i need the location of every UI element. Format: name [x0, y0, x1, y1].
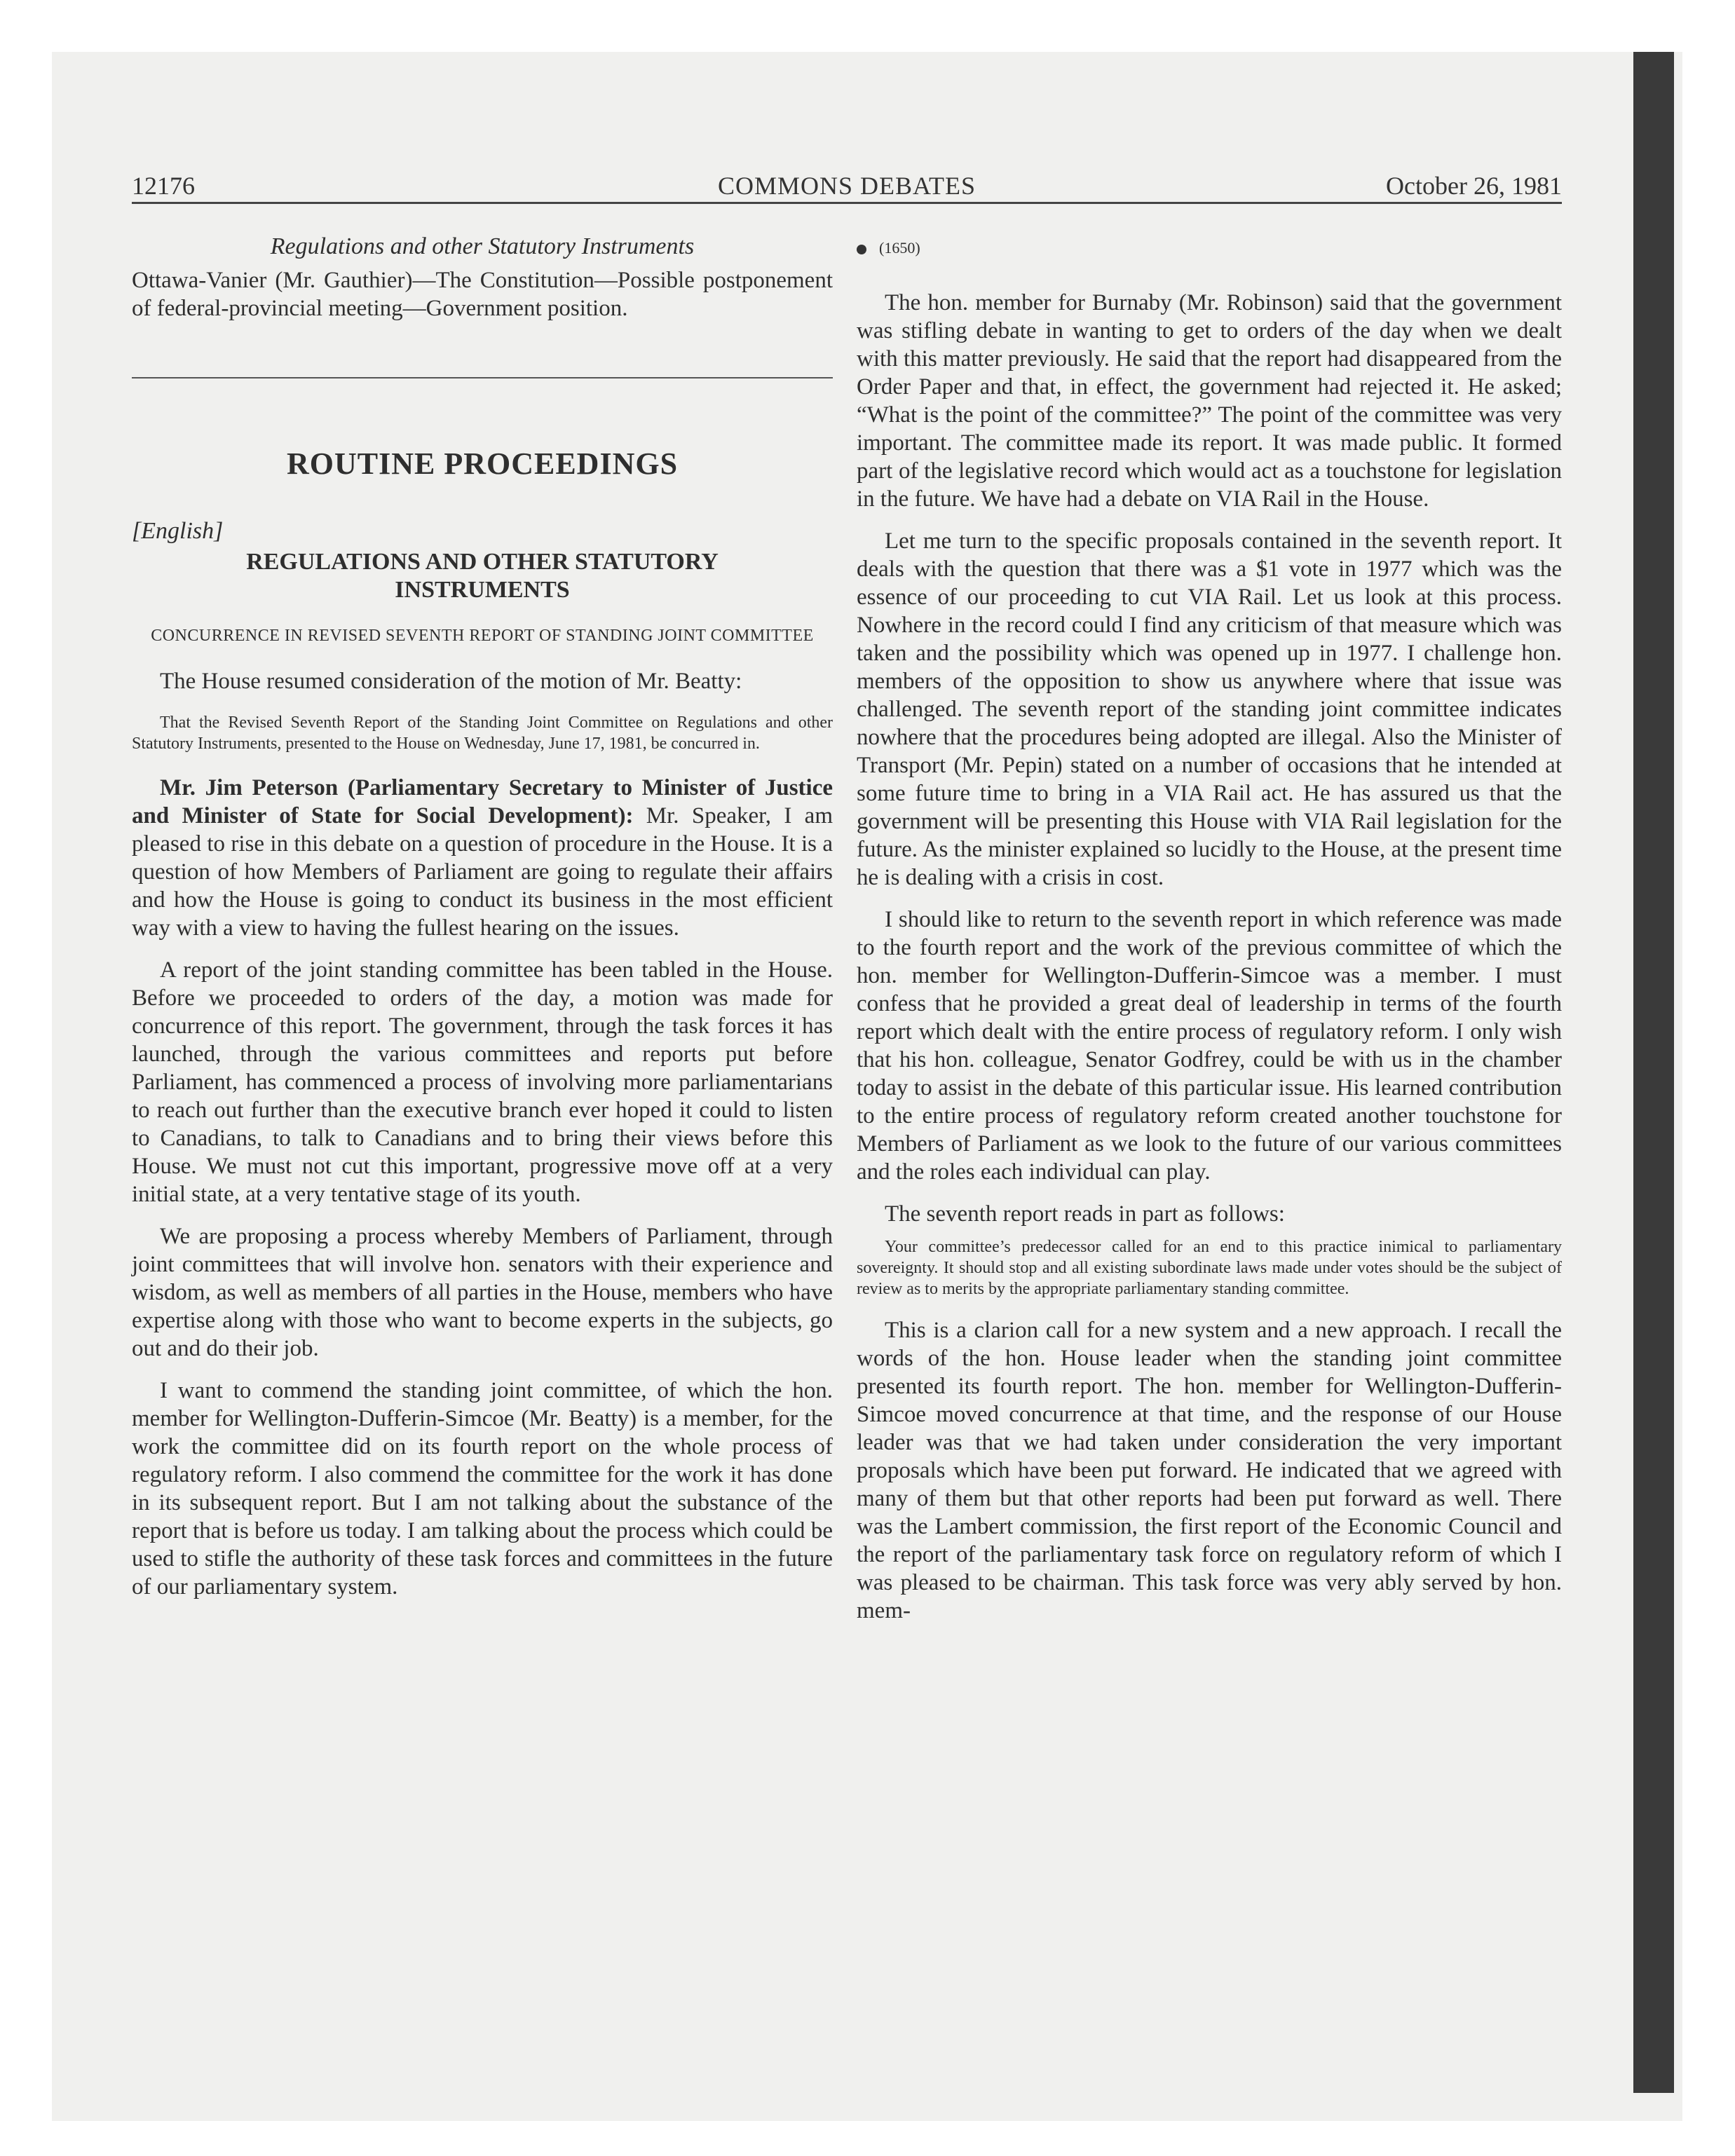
motion-quote: That the Revised Seventh Report of the Standing Joint Committee on Regulations and other Statutory Instruments, presented to the House on Wednesday, June 17, 1981, be concurred in. — [132, 714, 833, 753]
time-marker: (1650) — [857, 234, 1562, 262]
motion-intro: The House resumed consideration of the motion of Mr. Beatty: — [160, 669, 742, 694]
page-number: 12176 — [132, 172, 195, 200]
right-column — [857, 223, 1562, 1625]
section-heading: Regulations and other Statutory Instruments — [270, 233, 695, 259]
right-paragraph-4: The seventh report reads in part as follows: — [885, 1201, 1285, 1227]
regulations-heading: REGULATIONS AND OTHER STATUTORY INSTRUMENTS — [246, 549, 719, 603]
index-entry: Ottawa-Vanier (Mr. Gauthier)—The Constitution—Possible postponement of federal-provincial meeting—Government position. — [132, 268, 833, 321]
speech-paragraph-2: A report of the joint standing committee has been tabled in the House. Before we proceeded to orders of the day, a motion was made for concurrence of this report. The government, through the task forces it has launched, through the various committees and reports put before Parliament, has commenced a process of involving more parliamentarians to reach out further than the executive branch ever hoped it could to listen to Canadians, to talk to Canadians and to bring their views before this House. We must not cut this important, progressive move off at a very initial state, at a very tentative stage of its youth. — [132, 957, 833, 1207]
section-divider — [132, 377, 833, 378]
concurrence-subheading: CONCURRENCE IN REVISED SEVENTH REPORT OF STANDING JOINT COMMITTEE — [151, 627, 814, 645]
left-column — [132, 223, 833, 1601]
language-marker: [English] — [132, 518, 224, 544]
speech-paragraph-1: Mr. Jim Peterson (Parliamentary Secretary to Minister of Justice and Minister of State for Social Development): Mr. Speaker, I am pleased to rise in this debate on a question of procedure in the House. It is a question of how Members of Parliament are going to regulate their affairs and how the House is going to conduct its business in the most efficient way with a view to having the fullest hearing on the issues. — [132, 775, 833, 941]
routine-proceedings-heading: ROUTINE PROCEEDINGS — [286, 446, 679, 481]
report-quote: Your committee’s predecessor called for an end to this practice inimical to parliamentary sovereignty. It should stop and all existing subordinate laws made under votes should be the subject of review as to merits by the appropriate parliamentary standing committee. — [857, 1238, 1562, 1298]
page-date: October 26, 1981 — [1386, 172, 1562, 200]
publication-title: COMMONS DEBATES — [717, 172, 977, 200]
right-paragraph-1: The hon. member for Burnaby (Mr. Robinson) said that the government was stifling debate in wanting to get to orders of the day when we dealt with this matter previously. He said that the report had disappeared from the Order Paper and that, in effect, the government had rejected it. He asked; “What is the point of the committee?” The point of the committee was very important. The committee made its report. It was made public. It formed part of the legislative record which would act as a touchstone for legislation in the future. We have had a debate on VIA Rail in the House. — [857, 290, 1562, 512]
right-paragraph-3: I should like to return to the seventh report in which reference was made to the fourth report and the work of the previous committee of which the hon. member for Wellington-Dufferin-Simcoe was a member. I must confess that he provided a great deal of leadership in terms of the fourth report which dealt with the entire process of regulatory reform. I only wish that his hon. colleague, Senator Godfrey, could be with us in the chamber today to assist in the debate of this particular issue. His learned contribution to the entire process of regulatory reform created another touchstone for Members of Parliament as we look to the future of our various committees and the roles each individual can play. — [857, 907, 1562, 1185]
scan-edge-bar — [1633, 52, 1674, 2093]
speech-paragraph-3: We are proposing a process whereby Members of Parliament, through joint committees that will involve hon. senators with their experience and wisdom, as well as members of all parties in the House, members who have expertise along with those who want to become experts in the subjects, go out and do their job. — [132, 1224, 833, 1361]
bullet-icon — [857, 245, 866, 254]
header-rule — [132, 202, 1562, 204]
speaker-name: Mr. Jim Peterson (Parliamentary Secretary to Minister of Justice and Minister of State for Social Development): — [132, 775, 833, 828]
right-paragraph-2: Let me turn to the specific proposals contained in the seventh report. It deals with the question that there was a $1 vote in 1977 which was the essence of our proceeding to cut VIA Rail. Let us look at this process. Nowhere in the record could I find any criticism of that measure which was taken and the possibility which was opened up in 1977. I challenge hon. members of the opposition to show us anywhere where that issue was challenged. The seventh report of the standing joint committee indicates nowhere that the procedures being adopted are illegal. Also the Minister of Transport (Mr. Pepin) stated on a number of occasions that he intended at some future time to bring in a VIA Rail act. He has assured us that the government will be presenting this House with VIA Rail legislation for the future. As the minister explained so lucidly to the House, at the present time he is dealing with a crisis in cost. — [857, 528, 1562, 890]
speech-paragraph-4: I want to commend the standing joint committee, of which the hon. member for Wellington-Dufferin-Simcoe (Mr. Beatty) is a member, for the work the committee did on its fourth report on the whole process of regulatory reform. I also commend the committee for the work it has done in its subsequent report. But I am not talking about the substance of the report that is before us today. I am talking about the process which could be used to stifle the authority of these task forces and committees in the future of our parliamentary system. — [132, 1378, 833, 1599]
right-paragraph-5: This is a clarion call for a new system and a new approach. I recall the words of the hon. House leader when the standing joint committee presented its fourth report. The hon. member for Wellington-Dufferin-Simcoe moved concurrence at that time, and the response of our House leader was that we had taken under consideration the very important proposals which have been put forward. He indicated that we agreed with many of them but that other reports had been put forward as well. There was the Lambert commission, the first report of the Economic Council and the report of the parliamentary task force on regulatory reform of which I was pleased to be chairman. This task force was very ably served by hon. mem- — [857, 1318, 1562, 1623]
page-header — [132, 167, 1562, 203]
